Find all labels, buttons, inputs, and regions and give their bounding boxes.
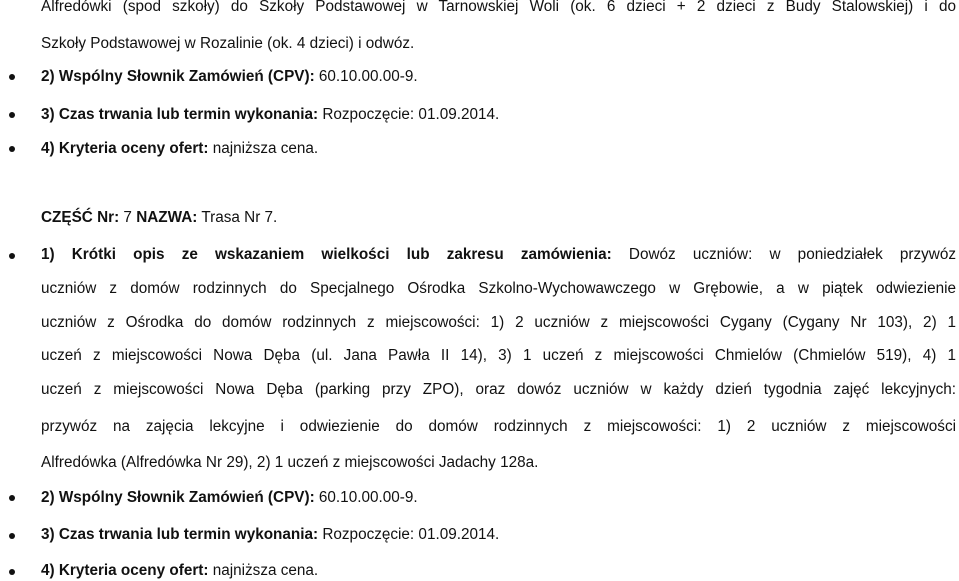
description-line: uczeń z miejscowości Nowa Dęba (parking przy ZPO), oraz dowóz uczniów w każdy dzień tygodnia zajęć lekcyjnych: [41, 381, 956, 398]
paragraph-line: Szkoły Podstawowej w Rozalinie (ok. 4 dzieci) i odwóz. [41, 35, 415, 52]
description-line: uczeń z miejscowości Nowa Dęba (ul. Jana Pawła II 14), 3) 1 uczeń z miejscowości Chmielów (Chmielów 519), 4) 1 [41, 347, 956, 364]
bullet-icon [9, 146, 15, 152]
description-line: przywóz na zajęcia lekcyjne i odwiezienie do domów rodzinnych z miejscowości: 1) 2 uczniów z miejscowości [41, 418, 956, 435]
bullet-icon [9, 495, 15, 501]
bullet-icon [9, 569, 15, 575]
bullet-icon [9, 74, 15, 80]
list-item-cpv: 2) Wspólny Słownik Zamówień (CPV): 60.10.00.00-9. [41, 68, 418, 85]
bullet-icon [9, 112, 15, 118]
description-line: Alfredówka (Alfredówka Nr 29), 2) 1 uczeń z miejscowości Jadachy 128a. [41, 454, 539, 471]
bullet-icon [9, 253, 15, 259]
part-heading: CZĘŚĆ Nr: 7 NAZWA: Trasa Nr 7. [41, 209, 278, 226]
description-first-line: 1) Krótki opis ze wskazaniem wielkości lub zakresu zamówienia: Dowóz uczniów: w poniedziałek przywóz [41, 246, 956, 263]
list-item-time: 3) Czas trwania lub termin wykonania: Rozpoczęcie: 01.09.2014. [41, 526, 500, 543]
list-item-cpv: 2) Wspólny Słownik Zamówień (CPV): 60.10.00.00-9. [41, 489, 418, 506]
bullet-icon [9, 533, 15, 539]
description-line: uczniów z Ośrodka do domów rodzinnych z miejscowości: 1) 2 uczniów z miejscowości Cygany (Cygany Nr 103), 2) 1 [41, 314, 956, 331]
list-item-time: 3) Czas trwania lub termin wykonania: Rozpoczęcie: 01.09.2014. [41, 106, 500, 123]
list-item-criteria: 4) Kryteria oceny ofert: najniższa cena. [41, 562, 319, 579]
list-item-criteria: 4) Kryteria oceny ofert: najniższa cena. [41, 140, 319, 157]
paragraph-line: Alfredówki (spod szkoły) do Szkoły Podstawowej w Tarnowskiej Woli (ok. 6 dzieci + 2 dzieci z Budy Stalowskiej) i do [41, 0, 956, 15]
description-line: uczniów z domów rodzinnych do Specjalnego Ośrodka Szkolno-Wychowawczego w Grębowie, a w piątek odwiezienie [41, 280, 956, 297]
